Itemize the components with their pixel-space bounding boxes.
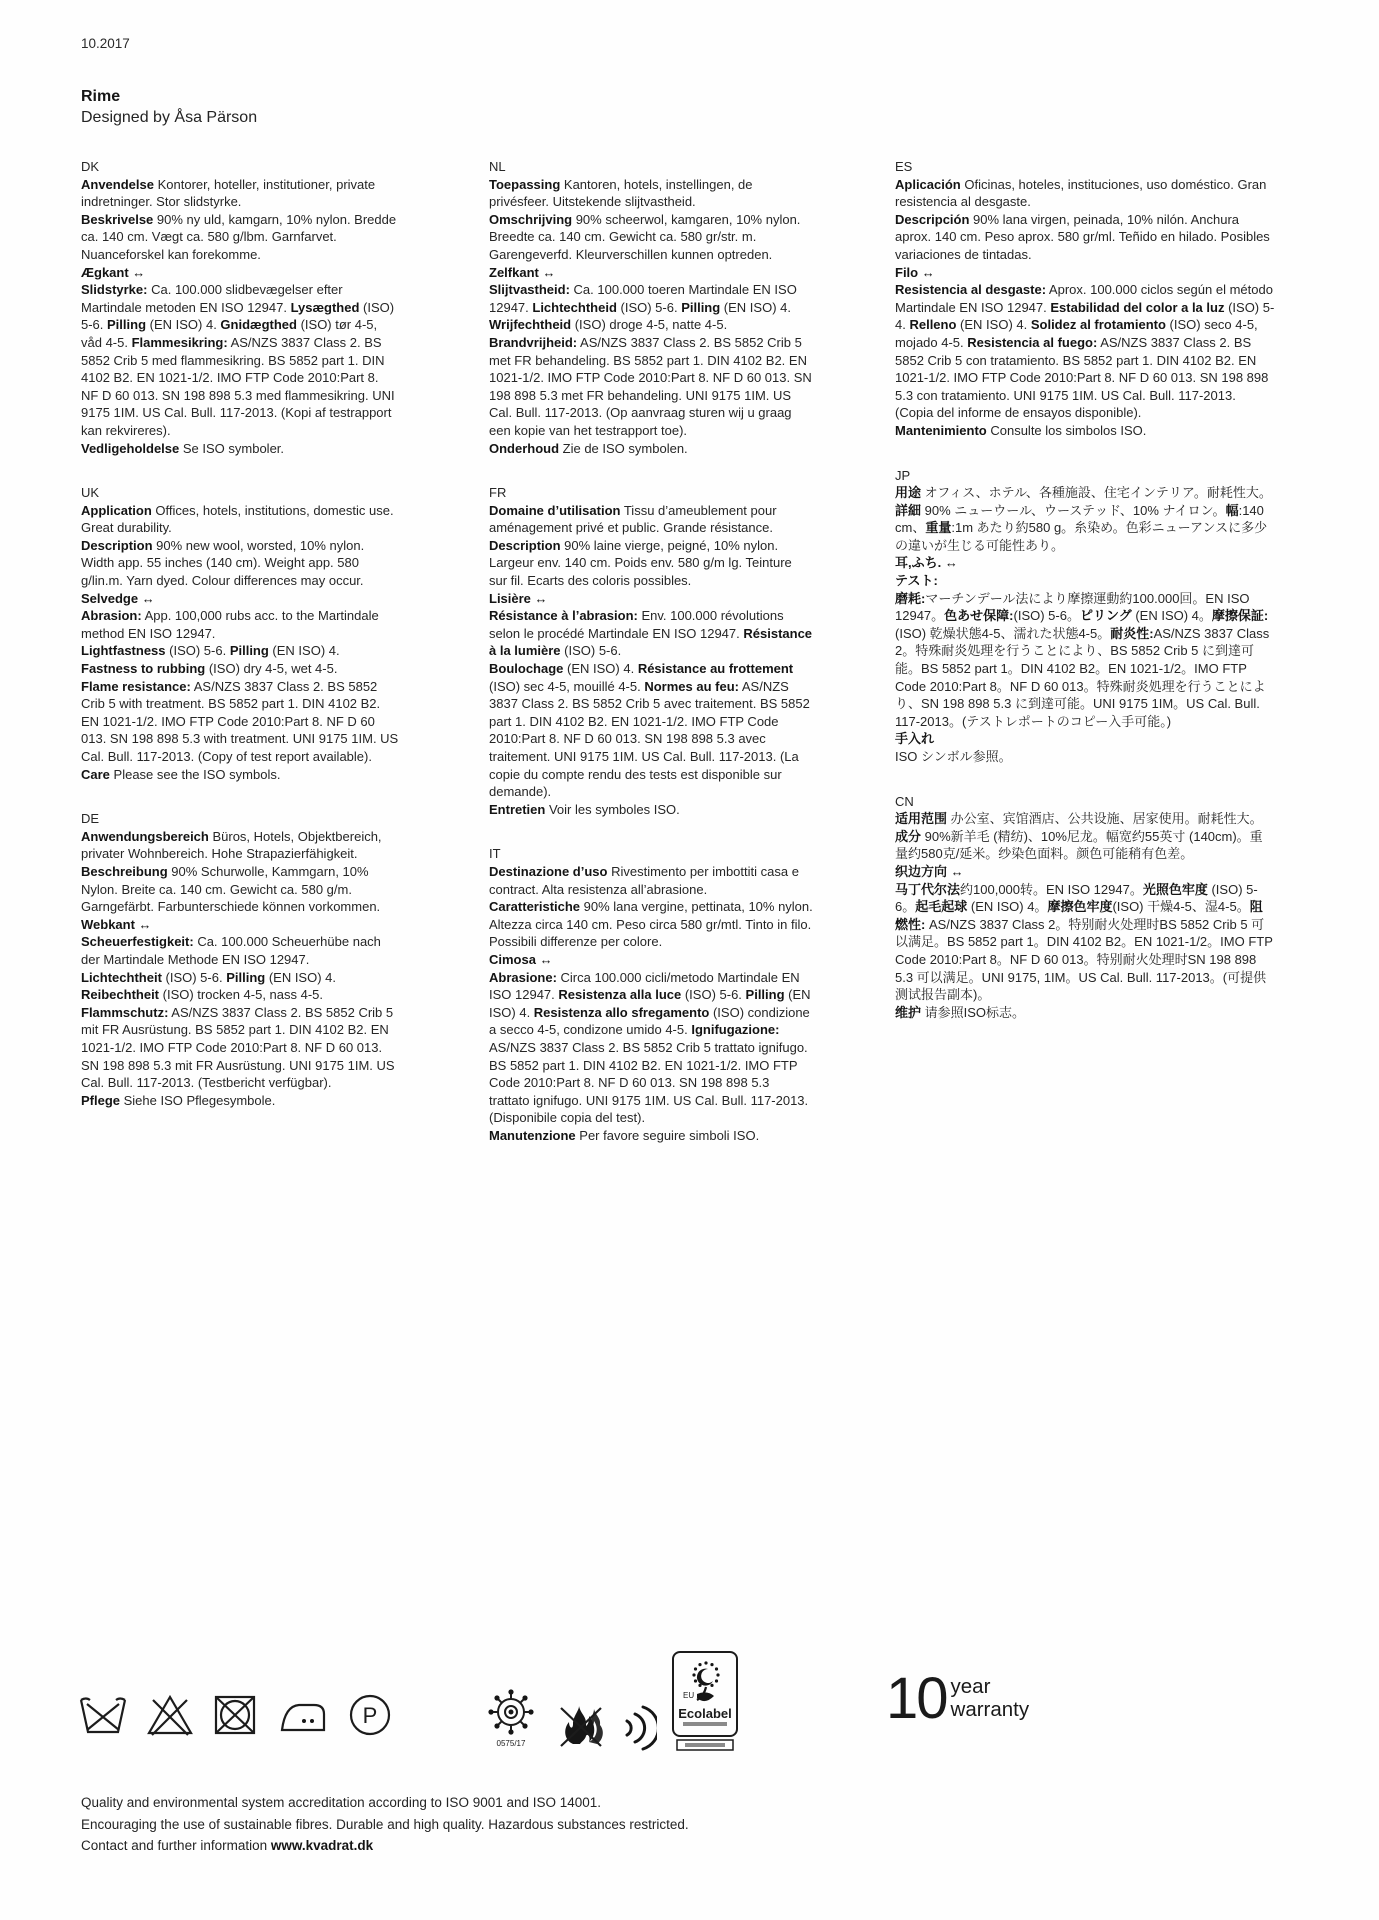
- spec-paragraph: Toepassing Kantoren, hotels, instellingen, de privésfeer. Uitstekende slijtvastheid.: [489, 176, 753, 210]
- spec-paragraph: Manutenzione Per favore seguire simboli ISO.: [489, 1127, 760, 1143]
- lang-section-dk: [81, 158, 399, 457]
- spec-paragraph: テスト:: [895, 573, 938, 589]
- dry-clean-p-icon: [346, 1692, 394, 1743]
- spec-paragraph: Beskrivelse 90% ny uld, kamgarn, 10% nylon. Bredde ca. 140 cm. Vægt ca. 580 g/lbm. Garnfarvet. Nuanceforskel kan forekomme.: [81, 211, 397, 262]
- lang-code: UK: [81, 485, 100, 501]
- certification-row: [483, 1650, 741, 1757]
- spec-column-2: [489, 158, 813, 1171]
- header: [81, 86, 257, 128]
- product-title: Rime: [81, 88, 121, 105]
- do-not-wash-icon: [78, 1692, 128, 1743]
- ecolabel-label-text: Ecolabel: [678, 1706, 732, 1721]
- lang-code: DK: [81, 159, 100, 174]
- lang-code: FR: [489, 485, 507, 501]
- issue-date: 10.2017: [81, 36, 130, 51]
- spec-paragraph: Cimosa ↔: [489, 951, 553, 967]
- spec-paragraph: Lightfastness (ISO) 5-6. Pilling (EN ISO) 4.: [81, 643, 340, 659]
- spec-paragraph: Domaine d’utilisation Tissu d’ameublement pour aménagement privé et public. Grande résistance.: [489, 502, 777, 536]
- lang-section-es: [895, 158, 1275, 440]
- spec-paragraph: Onderhoud Zie de ISO symbolen.: [489, 440, 688, 456]
- warranty-word: warranty: [950, 1698, 1030, 1721]
- spec-column-3: [895, 158, 1275, 1048]
- imo-wheelmark-icon: [483, 1686, 539, 1757]
- spec-paragraph: Selvedge ↔: [81, 590, 155, 606]
- do-not-bleach-icon: [145, 1692, 195, 1743]
- warranty-badge: [886, 1668, 1029, 1730]
- spec-paragraph: Care Please see the ISO symbols.: [81, 766, 281, 782]
- warranty-years: 10: [886, 1666, 947, 1731]
- ecolabel-eu-text: EU: [683, 1691, 695, 1700]
- svg-text:P: P: [362, 1703, 378, 1728]
- lang-section-de: [81, 810, 399, 1109]
- spec-paragraph: Resistencia al desgaste: Aprox. 100.000 ciclos según el método Martindale EN ISO 12947. Estabilidad del color a la luz (ISO) 5-4. Relleno (EN ISO) 4. Solidez al frotamiento (ISO) seco 4-5, mojado 4-5. Resistencia al fuego: AS/NZS 3837 Class 2. BS 5852 Crib 5 con tratamiento. BS 5852 part 1. DIN 4102 B2. EN 1021-1/2. IMO FTP Code 2010:Part 8. NF D 60 013. SN 198 898 5.3 con tratamiento. UNI 9175 1IM. US Cal. Bull. 117-2013. (Copia del informe de ensayos disponible).: [895, 282, 1275, 421]
- spec-paragraph: Anvendelse Kontorer, hoteller, institutioner, private indretninger. Stor slidstyrke.: [81, 176, 376, 210]
- spec-paragraph: Abrasione: Circa 100.000 cicli/metodo Martindale EN ISO 12947. Resistenza alla luce (ISO) 5-6. Pilling (EN ISO) 4. Resistenza allo sfregamento (ISO) condizione a secco 4-5, condizone umido 4-5. Ignifugazione: AS/NZS 3837 Class 2. BS 5852 Crib 5 trattato ignifugo. BS 5852 part 1. DIN 4102 B2. EN 1021-1/2. IMO FTP Code 2010:Part 8. NF D 60 013. SN 198 898 5.3 trattato ignifugo. UNI 9175 1IM. US Cal. Bull. 117-2013. (Disponibile copia del test).: [489, 969, 811, 1126]
- spec-paragraph: 手入れ: [895, 731, 935, 747]
- spec-paragraph: Fastness to rubbing (ISO) dry 4-5, wet 4-5.: [81, 661, 338, 677]
- spec-paragraph: Boulochage (EN ISO) 4. Résistance au frottement (ISO) sec 4-5, mouillé 4-5. Normes au feu: AS/NZS 3837 Class 2. BS 5852 Crib 5 avec traitement. BS 5852 part 1. DIN 4102 B2. EN 1021-1/2. IMO FTP Code 2010:Part 8. NF D 60 013. SN 198 898 5.3 avec traitement. UNI 9175 1IM. US Cal. Bull. 117-2013. (La copie du compte rendu des tests est disponible sur demande).: [489, 661, 810, 800]
- spec-paragraph: Scheuerfestigkeit: Ca. 100.000 Scheuerhübe nach der Martindale Methode EN ISO 12947.: [81, 934, 381, 967]
- spec-paragraph: Slidstyrke: Ca. 100.000 slidbevægelser efter Martindale metoden EN ISO 12947. Lysægthed (ISO) 5-6. Pilling (EN ISO) 4. Gnidægthed (ISO) tør 4-5, våd 4-5. Flammesikring: AS/NZS 3837 Class 2. BS 5852 Crib 5 med flammesikring. BS 5852 part 1. DIN 4102 B2. EN 1021-1/2. IMO FTP Code 2010:Part 8. NF D 60 013. SN 198 898 5.3 med flammesikring. UNI 9175 1IM. US Cal. Bull. 117-2013. (Kopi af testrapport kan rekvireres).: [81, 282, 395, 438]
- spec-paragraph: Application Offices, hotels, institutions, domestic use. Great durability.: [81, 502, 394, 536]
- spec-paragraph: Slijtvastheid: Ca. 100.000 toeren Martindale EN ISO 12947. Lichtechtheid (ISO) 5-6. Pilling (EN ISO) 4. Wrijfechtheid (ISO) droge 4-5, natte 4-5. Brandvrijheid: AS/NZS 3837 Class 2. BS 5852 Crib 5 met FR behandeling. BS 5852 part 1. DIN 4102 B2. EN 1021-1/2. IMO FTP Code 2010:Part 8. NF D 60 013. SN 198 898 5.3 met FR behandeling. UNI 9175 1IM. US Cal. Bull. 117-2013. (Op aanvraag sturen wij u graag een kopie van het testrapport toe).: [489, 282, 812, 438]
- spec-paragraph: Reibechtheit (ISO) trocken 4-5, nass 4-5.: [81, 987, 324, 1003]
- spec-paragraph: Flammschutz: AS/NZS 3837 Class 2. BS 5852 Crib 5 mit FR Ausrüstung. BS 5852 part 1. DIN 4102 B2. EN 1021-1/2. IMO FTP Code 2010:Part 8. NF D 60 013. SN 198 898 5.3 mit FR Ausrüstung. UNI 9175 1IM. US Cal. Bull. 117-2013. (Testbericht verfügbar).: [81, 1004, 395, 1091]
- spec-paragraph: 詳細 90% ニューウール、ウーステッド、10% ナイロン。幅:140 cm、重量:1m あたり約580 g。糸染め。色彩ニューアンスに多少の違いが生じる可能性あり。: [895, 502, 1268, 553]
- lang-section-fr: [489, 484, 813, 818]
- lang-code: ES: [895, 159, 913, 174]
- spec-paragraph: Lisière ↔: [489, 590, 548, 606]
- spec-paragraph: Description 90% new wool, worsted, 10% nylon. Width app. 55 inches (140 cm). Weight app. 580 g/lin.m. Yarn dyed. Colour differences may occur.: [81, 537, 365, 589]
- spec-paragraph: 适用范围 办公室、宾馆酒店、公共设施、居家使用。耐耗性大。: [895, 811, 1263, 827]
- wheelmark-number: 0575/17: [496, 1739, 526, 1748]
- footer: [81, 1792, 689, 1857]
- spec-paragraph: Anwendungsbereich Büros, Hotels, Objektbereich, privater Wohnbereich. Hohe Strapazierfähigkeit.: [81, 828, 382, 862]
- lang-code: NL: [489, 159, 506, 174]
- footer-line: Encouraging the use of sustainable fibres. Durable and high quality. Hazardous substances restricted.: [81, 1816, 689, 1832]
- spec-paragraph: Flame resistance: AS/NZS 3837 Class 2. BS 5852 Crib 5 with treatment. BS 5852 part 1. DIN 4102 B2. EN 1021-1/2. IMO FTP Code 2010:Part 8. NF D 60 013. SN 198 898 5.3 with treatment. UNI 9175 1IM. US Cal. Bull. 117-2013. (Copy of test report available).: [81, 678, 399, 764]
- spec-paragraph: Caratteristiche 90% lana vergine, pettinata, 10% nylon. Altezza circa 140 cm. Peso circa 580 gr/mtl. Tinto in filo. Possibili differenze per colore.: [489, 899, 813, 950]
- spec-paragraph: Descripción 90% lana virgen, peinada, 10% nilón. Anchura aprox. 140 cm. Peso aprox. 580 gr/ml. Teñido en hilado. Posibles variaciones de tintadas.: [895, 211, 1270, 262]
- iron-medium-heat-icon: [277, 1692, 329, 1743]
- lang-section-it: [489, 845, 813, 1144]
- footer-line: Quality and environmental system accreditation according to ISO 9001 and ISO 14001.: [81, 1795, 602, 1810]
- spec-paragraph: Filo ↔: [895, 264, 935, 280]
- spec-paragraph: Destinazione d’uso Rivestimento per imbottiti casa e contract. Alta resistenza all’abrasione.: [489, 863, 799, 897]
- spec-paragraph: 织边方向 ↔: [895, 863, 964, 879]
- designer-line: Designed by Åsa Pärson: [81, 109, 258, 126]
- lang-section-cn: [895, 793, 1275, 1022]
- spec-paragraph: 磨耗:マーチンデール法により摩擦運動約100.000回。EN ISO 12947。色あせ保障:(ISO) 5-6。ピリング (EN ISO) 4。摩擦保証:(ISO) 乾燥状態4-5、濡れた状態4-5。耐炎性:AS/NZS 3837 Class 2。特殊耐炎処理を行うことにより、BS 5852 Crib 5 に到達可能。BS 5852 part 1。DIN 4102 B2。EN 1021-1/2。IMO FTP Code 2010:Part 8。NF D 60 013。特殊耐炎処理を行うことにより、SN 198 898 5.3 に到達可能。UNI 9175 1IM。US Cal. Bull. 117-2013。(テストレポートのコピー入手可能。): [895, 590, 1270, 729]
- lang-code: JP: [895, 467, 911, 483]
- spec-paragraph: Vedligeholdelse Se ISO symboler.: [81, 440, 285, 456]
- spec-column-1: [81, 158, 399, 1136]
- spec-paragraph: ISO シンボル参照。: [895, 749, 1012, 764]
- spec-paragraph: 成分 90%新羊毛 (精纺)、10%尼龙。幅宽约55英寸 (140cm)。重量约580克/延米。纱染色面料。颜色可能稍有色差。: [895, 828, 1263, 862]
- warranty-unit: year: [950, 1675, 991, 1698]
- footer-line: Contact and further information www.kvadrat.dk: [81, 1838, 374, 1853]
- spec-paragraph: Aplicación Oficinas, hoteles, instituciones, uso doméstico. Gran resistencia al desgaste.: [895, 176, 1267, 210]
- spec-paragraph: Mantenimiento Consulte los simbolos ISO.: [895, 422, 1147, 438]
- lang-section-jp: [895, 467, 1275, 766]
- spec-paragraph: Pflege Siehe ISO Pflegesymbole.: [81, 1092, 276, 1108]
- spec-paragraph: Ægkant ↔: [81, 264, 146, 280]
- eu-ecolabel-icon: [671, 1650, 741, 1757]
- spec-paragraph: 马丁代尔法约100,000转。EN ISO 12947。光照色牢度 (ISO) 5-6。起毛起球 (EN ISO) 4。摩擦色牢度(ISO) 干燥4-5、湿4-5。阻燃性: AS/NZS 3837 Class 2。特别耐火处理时BS 5852 Crib 5 可以满足。BS 5852 part 1。DIN 4102 B2。EN 1021-1/2。IMO FTP Code 2010:Part 8。NF D 60 013。特别耐火处理时SN 198 898 5.3 可以满足。UNI 9175, 1IM。US Cal. Bull. 117-2013。(可提供测试报告副本)。: [895, 881, 1273, 1003]
- spec-paragraph: Beschreibung 90% Schurwolle, Kammgarn, 10% Nylon. Breite ca. 140 cm. Gewicht ca. 580 g/m. Garngefärbt. Farbunterschiede können vorkommen.: [81, 863, 381, 915]
- spec-paragraph: 耳,ふち. ↔: [895, 555, 958, 571]
- spec-paragraph: Zelfkant ↔: [489, 264, 556, 280]
- flame-retardant-icon: [553, 1700, 607, 1757]
- spec-paragraph: Abrasion: App. 100,000 rubs acc. to the Martindale method EN ISO 12947.: [81, 608, 379, 641]
- spec-paragraph: 维护 请参照ISO标志。: [895, 1004, 1026, 1020]
- lang-section-nl: [489, 158, 813, 457]
- acoustic-icon: [621, 1702, 657, 1757]
- care-symbols-row: [78, 1692, 394, 1743]
- spec-paragraph: Entretien Voir les symboles ISO.: [489, 801, 680, 817]
- spec-paragraph: 用途 オフィス、ホテル、各種施設、住宅インテリア。耐耗性大。: [895, 485, 1272, 501]
- lang-code: DE: [81, 811, 100, 827]
- spec-paragraph: Omschrijving 90% scheerwol, kamgaren, 10% nylon. Breedte ca. 140 cm. Gewicht ca. 580 gr/str. m. Garengeverfd. Kleurverschillen kunnen optreden.: [489, 211, 801, 262]
- spec-paragraph: Lichtechtheit (ISO) 5-6. Pilling (EN ISO) 4.: [81, 969, 336, 985]
- do-not-tumble-dry-icon: [212, 1692, 260, 1743]
- lang-code: CN: [895, 793, 914, 809]
- warranty-words: [947, 1668, 1030, 1721]
- spec-paragraph: Webkant ↔: [81, 916, 152, 932]
- lang-section-uk: [81, 484, 399, 783]
- spec-paragraph: Description 90% laine vierge, peigné, 10% nylon. Largeur env. 140 cm. Poids env. 580 g/m lg. Teinture sur fil. Ecarts des coloris possibles.: [489, 537, 792, 589]
- lang-code: IT: [489, 846, 501, 862]
- spec-paragraph: Résistance à l’abrasion: Env. 100.000 révolutions selon le procédé Martindale EN ISO 12947. Résistance à la lumière (ISO) 5-6.: [489, 608, 813, 659]
